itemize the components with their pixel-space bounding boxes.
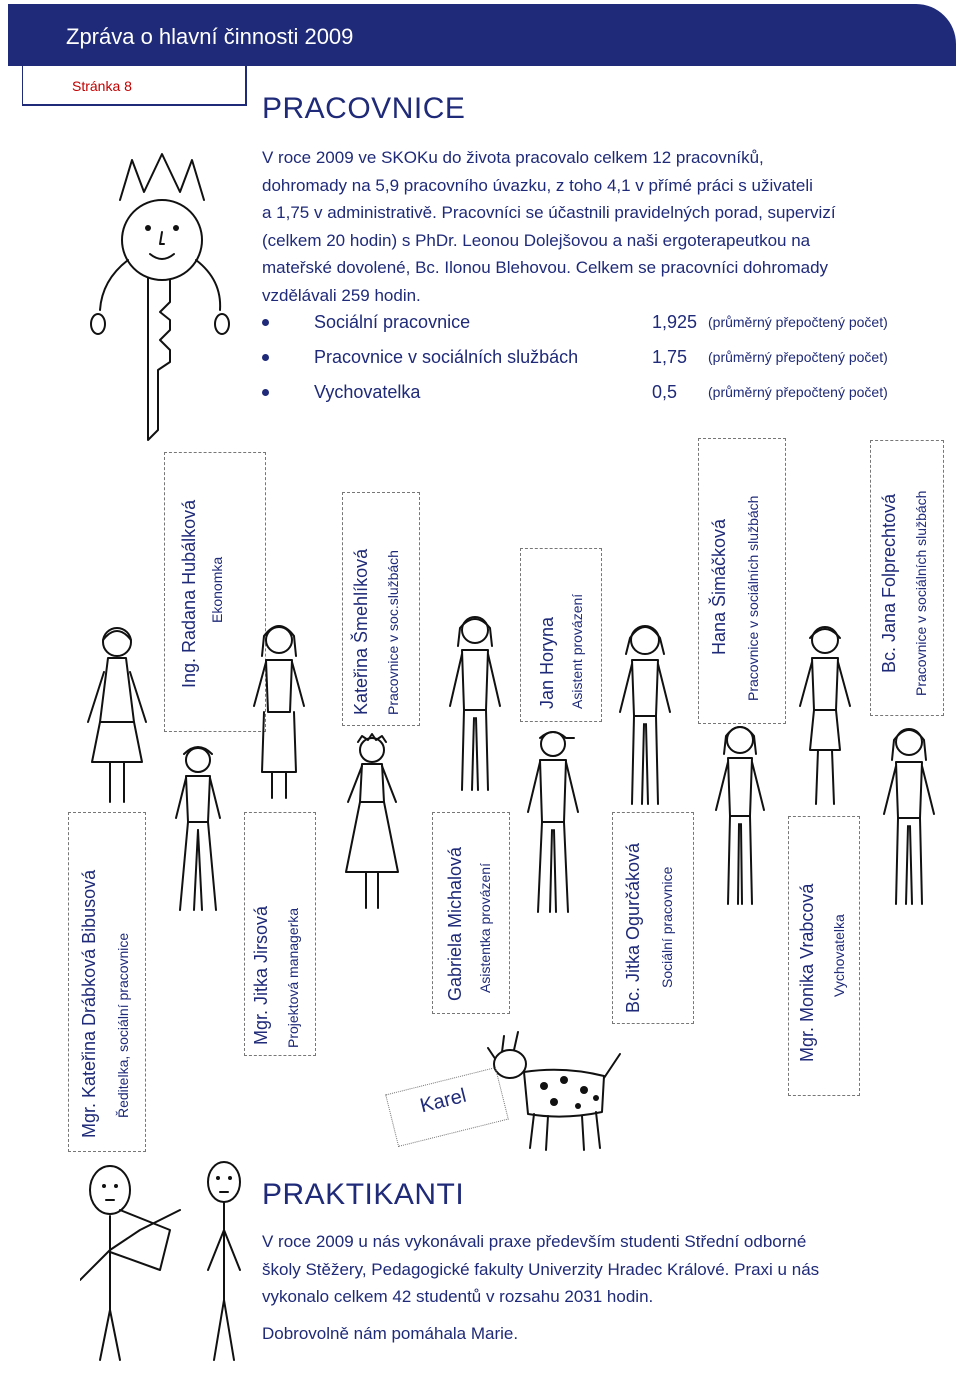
- key-character-illustration: [72, 140, 252, 450]
- position-note: (průměrný přepočtený počet): [708, 314, 888, 330]
- volunteer-note: Dobrovolně nám pomáhala Marie.: [262, 1324, 519, 1343]
- pracovnice-line-6: vzdělávali 259 hodin.: [262, 285, 421, 305]
- section-title-pracovnice: PRACOVNICE: [262, 92, 466, 125]
- staff-role: Vychovatelka: [831, 914, 847, 997]
- pracovnice-line-5: mateřské dovolené, Bc. Ilonou Blehovou. Celkem se pracovníci dohromady: [262, 258, 829, 277]
- praktikanti-paragraph: [262, 1228, 926, 1311]
- pracovnice-line-2: dohromady na 5,9 pracovního úvazku, z toho 4,1 v přímé práci s uživateli: [262, 175, 813, 195]
- bullet-icon: [262, 389, 269, 396]
- pracovnice-line-4: (celkem 20 hodin) s PhDr. Leonou Dolejšovou a naši ergoterapeutkou na: [262, 230, 811, 250]
- staff-role: Pracovnice v sociálních službách: [913, 490, 929, 696]
- report-title: Zpráva o hlavní činnosti 2009: [66, 24, 354, 49]
- position-value: 1,75: [652, 347, 688, 367]
- staff-role: Asistent provázení: [569, 593, 585, 709]
- staff-name: Mgr. Jitka Jirsová: [251, 905, 271, 1045]
- position-label: Pracovnice v sociálních službách: [314, 347, 579, 367]
- bullet-icon: [262, 354, 269, 361]
- position-label: Vychovatelka: [314, 382, 421, 402]
- dog-name: Karel: [417, 1084, 469, 1118]
- position-label: Sociální pracovnice: [314, 312, 471, 332]
- staff-name: Gabriela Michalová: [445, 846, 465, 1001]
- staff-card-jirsova: [244, 812, 316, 1056]
- figure-horyna-illustration: [522, 726, 584, 916]
- staff-role: Ředitelka, sociální pracovnice: [115, 932, 131, 1118]
- praktikanti-line-2: školy Stěžery, Pedagogické fakulty Univerzity Hradec Králové. Praxi u nás: [262, 1259, 820, 1279]
- figure-vrabcova-illustration: [792, 620, 858, 808]
- position-note: (průměrný přepočtený počet): [708, 349, 888, 365]
- staff-card-smehlikova: [342, 492, 420, 726]
- staff-count-row: [262, 312, 942, 336]
- interns-illustration: [80, 1160, 260, 1370]
- pracovnice-line-3: a 1,75 v administrativě. Pracovníci se účastnili pravidelných porad, supervizí: [262, 203, 836, 222]
- staff-role: Pracovnice v sociálních službách: [745, 495, 761, 701]
- figure-simackova-illustration: [708, 720, 772, 908]
- staff-card-bibusova: [68, 812, 146, 1152]
- staff-card-folprechtova: [870, 440, 944, 716]
- staff-name: Jan Horyna: [537, 616, 557, 709]
- position-value: 0,5: [652, 382, 678, 402]
- staff-count-row: [262, 382, 942, 406]
- page-tab: [22, 66, 247, 106]
- staff-name: Bc. Jitka Ogurčáková: [623, 842, 643, 1013]
- staff-role: Asistentka provázení: [477, 863, 493, 993]
- staff-role: Projektová managerka: [285, 907, 301, 1048]
- praktikanti-line-1: V roce 2009 u nás vykonávali praxe především studenti Střední odborné: [262, 1232, 807, 1251]
- staff-card-simackova: [698, 438, 786, 724]
- figure-folprechtova-illustration: [876, 722, 942, 908]
- staff-role: Pracovnice v soc.službách: [385, 550, 401, 715]
- staff-role: Sociální pracovnice: [659, 866, 675, 988]
- position-note: (průměrný přepočtený počet): [708, 384, 888, 400]
- section-title-praktikanti: PRAKTIKANTI: [262, 1178, 465, 1211]
- staff-name: Hana Šimáčková: [709, 518, 729, 655]
- figure-hubalkova-illustration: [170, 742, 226, 914]
- staff-name: Bc. Jana Folprechtová: [879, 493, 899, 673]
- figure-smehlikova-illustration: [338, 732, 406, 912]
- figure-ogurcakova-illustration: [612, 620, 678, 808]
- staff-card-michalova: [432, 812, 510, 1014]
- pracovnice-paragraph: [262, 144, 926, 309]
- figure-bibusova-illustration: [82, 622, 152, 810]
- staff-card-vrabcova: [788, 816, 860, 1096]
- figure-jirsova-illustration: [246, 622, 312, 802]
- staff-count-row: [262, 347, 942, 371]
- figure-michalova-illustration: [440, 610, 510, 798]
- bullet-icon: [262, 319, 269, 326]
- pracovnice-line-1: V roce 2009 ve SKOKu do života pracovalo celkem 12 pracovníků,: [262, 148, 764, 167]
- staff-role: Ekonomka: [209, 556, 225, 623]
- staff-name: Mgr. Monika Vrabcová: [797, 883, 817, 1062]
- staff-name: Ing. Radana Hubálková: [179, 499, 199, 688]
- page-number: Stránka 8: [72, 78, 132, 94]
- staff-name: Mgr. Kateřina Drábková Bibusová: [79, 869, 99, 1138]
- praktikanti-line-3: vykonalo celkem 42 studentů v rozsahu 2031 hodin.: [262, 1287, 654, 1306]
- staff-card-horyna: [520, 548, 602, 722]
- position-value: 1,925: [652, 312, 698, 332]
- staff-name: Kateřina Šmehlíková: [351, 548, 371, 715]
- staff-card-ogurcakova: [612, 812, 694, 1024]
